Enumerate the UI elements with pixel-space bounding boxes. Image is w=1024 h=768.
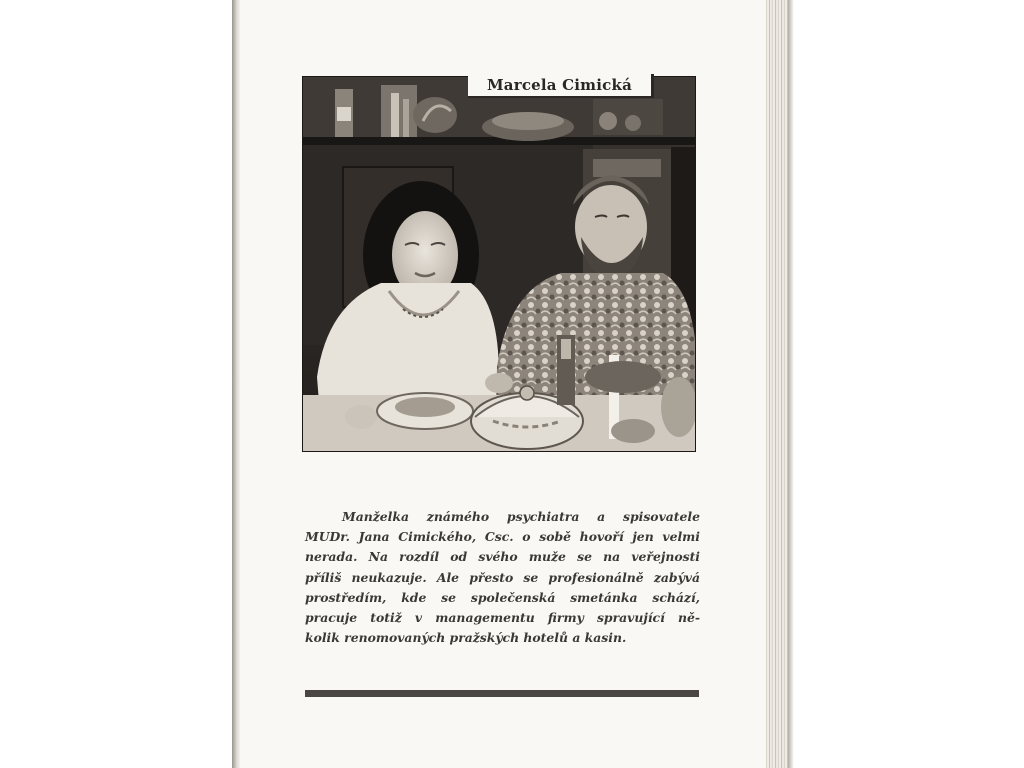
paragraph-line: MUDr. Jana Cimického, Csc. o sobě hovoří jen velmi — [305, 529, 700, 545]
dinner-photo-icon — [303, 77, 696, 452]
page-edge-shade — [788, 0, 794, 768]
paragraph-line: kolik renomovaných pražských hotelů a kasin. — [305, 630, 627, 646]
paragraph-line: prostředím, kde se společenská smetánka schází, — [305, 589, 700, 605]
paragraph-line: nerada. Na rozdíl od svého muže se na veřejnosti — [305, 549, 700, 565]
paragraph-line: pracuje totiž v managementu firmy spravující ně- — [305, 610, 700, 626]
photo-caption-name: Marcela Cimická — [468, 74, 654, 98]
portrait-photo — [302, 76, 696, 452]
section-divider-rule — [305, 690, 699, 697]
article-paragraph — [305, 507, 700, 648]
paragraph-line: Manželka známého psychiatra a spisovatele — [342, 509, 700, 524]
paragraph-line: příliš neukazuje. Ale přesto se profesionálně zabývá — [305, 569, 700, 585]
binding-shadow — [232, 0, 240, 768]
